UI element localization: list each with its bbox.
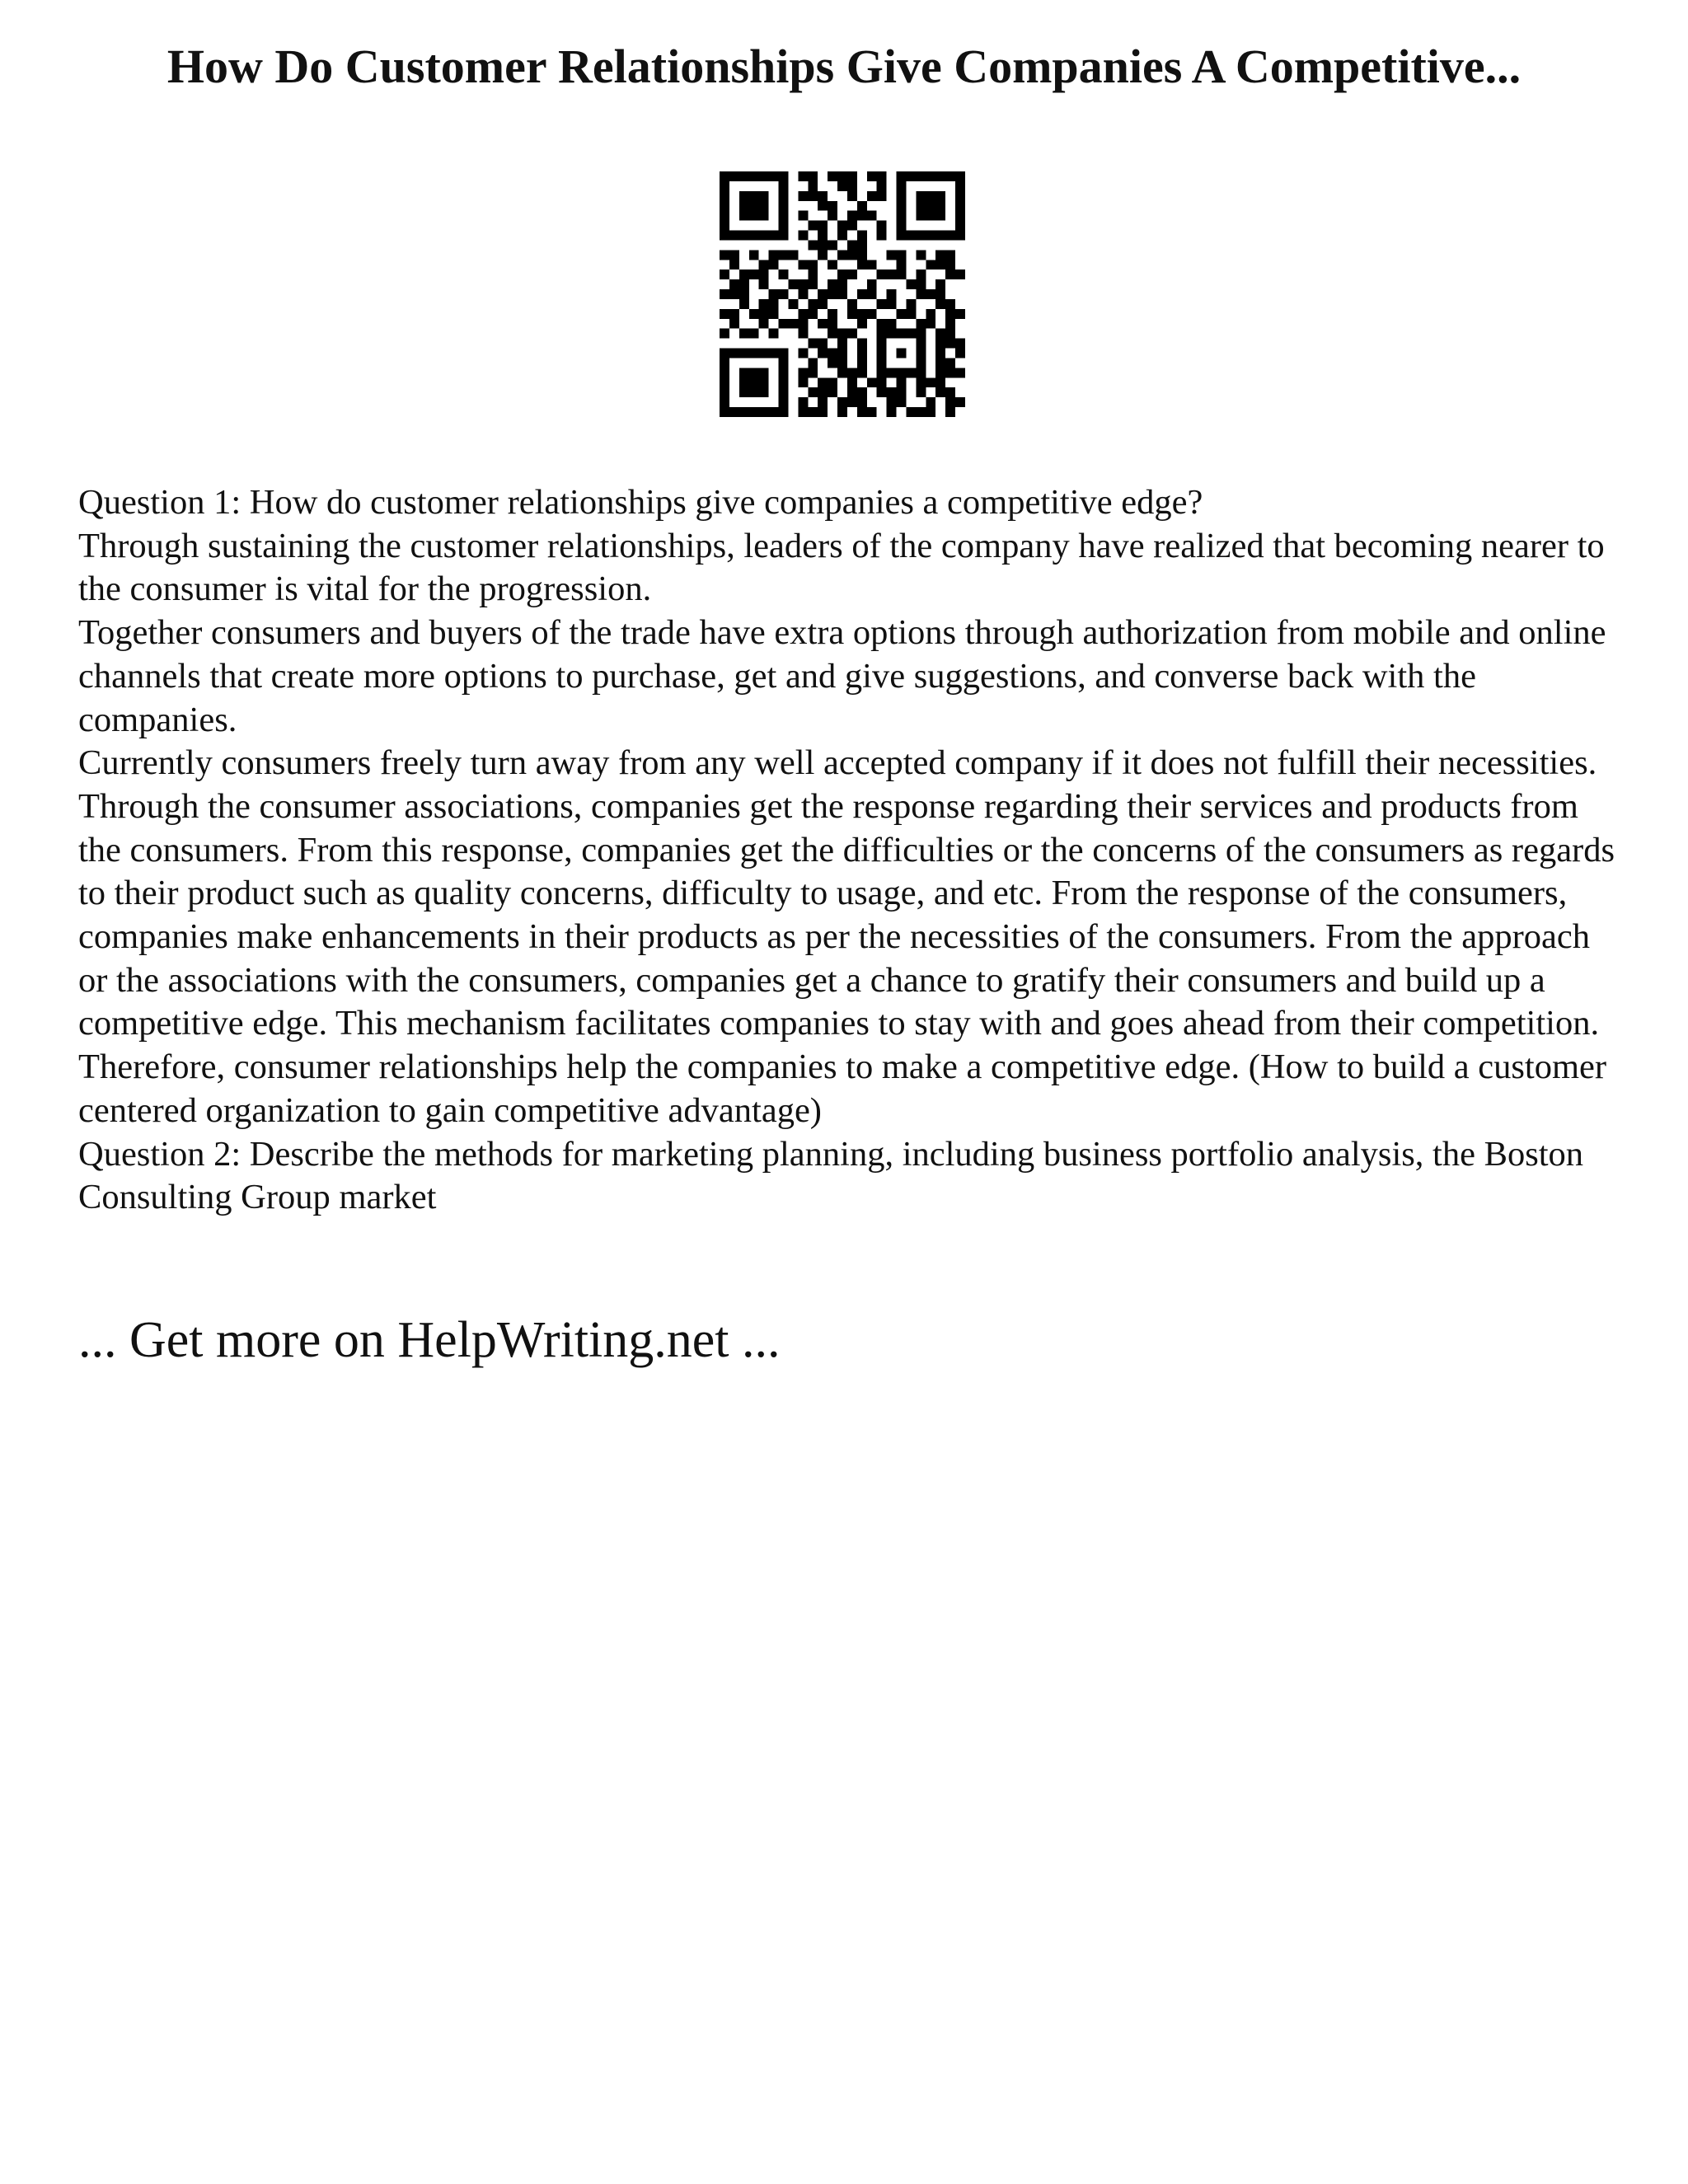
question-2-heading: Question 2: Describe the methods for marketing planning, including business portfolio analysis, the Boston Consulting Group market bbox=[78, 1134, 1584, 1217]
qr-code-icon bbox=[720, 171, 965, 417]
paragraph-1: Through sustaining the customer relationships, leaders of the company have realized that becoming nearer to the consumer is vital for the progression. bbox=[78, 526, 1605, 609]
paragraph-2: Together consumers and buyers of the trade have extra options through authorization from mobile and online channels that create more options to purchase, get and give suggestions, and converse back with the companies. bbox=[78, 613, 1606, 739]
question-1-heading: Question 1: How do customer relationships give companies a competitive edge? bbox=[78, 483, 1203, 522]
paragraph-3: Currently consumers freely turn away from any well accepted company if it does not fulfill their necessities. Through the consumer associations, companies get the response regarding their services and products from the consumers. From this response, companies get the difficulties or the concerns of the consumers as regards to their product such as quality concerns, difficulty to usage, and etc. From the response of the consumers, companies make enhancements in their products as per the necessities of the consumers. From the approach or the associations with the consumers, companies get a chance to gratify their consumers and build up a competitive edge. This mechanism facilitates companies to stay with and goes ahead from their competition. Therefore, consumer relationships help the companies to make a competitive edge. (How to build a customer centered organization to gain competitive advantage) bbox=[78, 743, 1615, 1130]
page-title: How Do Customer Relationships Give Companies A Competitive... bbox=[166, 40, 1522, 93]
document-body bbox=[78, 481, 1628, 1220]
get-more-link[interactable]: ... Get more on HelpWriting.net ... bbox=[78, 1312, 781, 1368]
